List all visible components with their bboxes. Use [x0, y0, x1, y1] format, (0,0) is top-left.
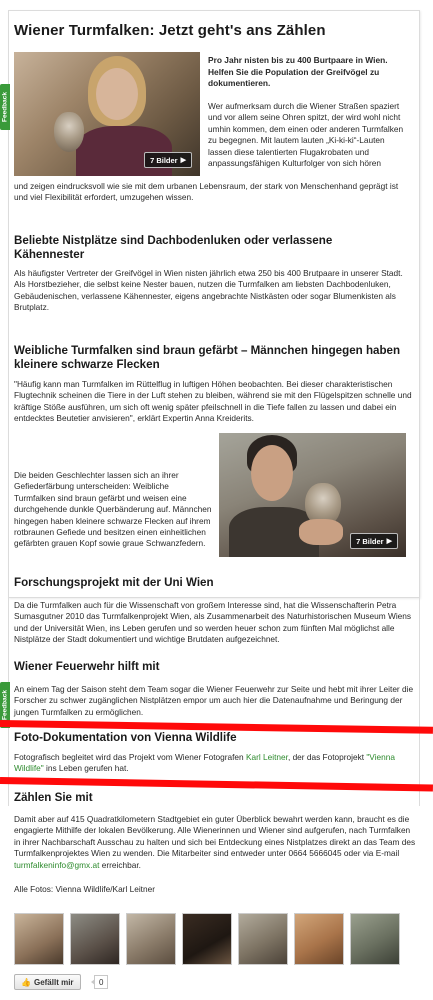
thumbnail-image[interactable] — [70, 913, 120, 965]
section-body-rüttelflug: "Häufig kann man Turmfalken im Rüttelflug in luftigen Höhen beobachten. Bei dieser charakteristischen Flugtechnik scheinen die Tiere in der Luft stehen zu bleiben, während sie mit den Flügelspitzen schnelle und kräftige Stöße ausführen, um sich oft wenig später pfeilschnell in die Tiefe fallen zu lassen und dabei ein entdecktes Beutetier anvisieren", erklärt Expertin Anna Kreiderits. — [14, 379, 412, 424]
photographer-link[interactable]: Karl Leitner — [245, 752, 288, 762]
article-photo-man-with-kestrel[interactable] — [219, 433, 406, 557]
photo-face — [96, 68, 138, 120]
body-text: erreichbar. — [99, 859, 141, 870]
email-link[interactable]: turmfalkeninfo@gmx.at — [14, 859, 100, 870]
photo-hands — [299, 519, 343, 545]
section-body-forschungsprojekt: Da die Turmfalken auch für die Wissenschaft von großem Interesse sind, hat die Wissenschafterin Petra Sumasgutner 2010 das Turmfalkenprojekt Wien, als Zusammenarbeit des Naturhistorischen Museum Wiens und der Universität Wien, ins Leben gerufen und so werden heuer schon zum fünften Mal möglichst alle Nistplätze der Stadt dokumentiert und wichtige Brutdaten aufgezeichnet. — [14, 600, 412, 645]
section-heading-nistplaetze: Beliebte Nistplätze sind Dachbodenluken oder verlassene Kähennester — [14, 234, 333, 261]
play-arrow-icon: ▶ — [386, 538, 392, 545]
section-body-nistplaetze: Als häufigster Vertreter der Greifvögel in Wien nisten jährlich etwa 250 bis 400 Brutpaare in unserer Stadt. Als Horstbezieher, die selbst keine Nester bauen, nutzen die Turmfalken am liebsten Dachbodenluken, Gebäudenischen, verlassene Kähennester, eigens angebrachte Nistkästen oder sogar Blumenkisten als Brutplatz. — [14, 268, 403, 313]
body-text: ins Leben gerufen hat. — [43, 763, 129, 774]
section-heading-gefieder: Weibliche Turmfalken sind braun gefärbt – Männchen hingegen haben kleinere schwarze Flecken — [14, 344, 401, 371]
like-count: 0 — [94, 975, 108, 989]
thumbnail-image[interactable] — [238, 913, 288, 965]
gallery-button-label: 7 Bilder — [356, 536, 384, 546]
play-arrow-icon: ▶ — [180, 157, 186, 164]
section-heading-foto-dokumentation: Foto-Dokumentation von Vienna Wildlife — [14, 731, 237, 744]
like-button-label: Gefällt mir — [33, 977, 74, 987]
feedback-tab[interactable]: Feedback — [0, 682, 10, 728]
section-body-geschlechter: Die beiden Geschlechter lassen sich an ihrer Gefiederfärbung unterscheiden: Weibliche Turmfalken sind braun gefärbt und weisen eine durchgehende dunkle Querbänderung auf. Männchen hingegen haben kleinere schwarze Flecken auf ihrem rotbraunen Gefiede und besitzen einen einheitlichen gefärbten grauen Kopf sowie graue Schwanzfedern. — [14, 470, 212, 549]
gallery-button[interactable] — [144, 152, 192, 168]
thumbs-up-icon: 👍 — [21, 977, 31, 987]
vienna-wildlife-link[interactable]: "Vienna Wildlife" — [14, 752, 395, 774]
thumbnail-image[interactable] — [294, 913, 344, 965]
intro-body-continued: und zeigen eindrucksvoll wie sie mit dem urbanen Lebensraum, der stark von Menschenhand geprägt ist und viel Flexibilität erfordert, umzugehen wissen. — [14, 181, 399, 203]
photo-credits: Alle Fotos: Vienna Wildlife/Karl Leitner — [14, 884, 155, 894]
article-photo-woman-with-kestrel[interactable] — [14, 52, 200, 176]
article-title: Wiener Turmfalken: Jetzt geht's ans Zählen — [14, 22, 326, 39]
feedback-tab[interactable]: Feedback — [0, 84, 10, 130]
gallery-button[interactable] — [350, 533, 398, 549]
body-text: , der das Fotoprojekt — [287, 752, 367, 762]
photo-face — [251, 445, 293, 501]
thumbnail-image[interactable] — [14, 913, 64, 965]
thumbnail-image[interactable] — [182, 913, 232, 965]
thumbnail-strip — [14, 913, 414, 965]
intro-lead: Pro Jahr nisten bis zu 400 Burtpaare in Wien. Helfen Sie die Population der Greifvögel zu dokumentieren. — [208, 55, 388, 89]
body-text: Damit aber auf 415 Quadratkilometern Stadtgebiet ein guter Überblick bewahrt werden kann, braucht es die engagierte Mithilfe der lokalen Bevölkerung. Alle Wienerinnen und Wiener sind aufgerufen, nach Turmfalken in ihrer Nachbarschaft Ausschau zu halten und sich bei Entdeckung eines Nistplatzes direkt an das Team des Turmfalkenprojektes Wien zu wenden. Die Mitarbeiter sind entweder unter 0664 5666045 oder via E-mail — [14, 814, 416, 859]
thumbnail-image[interactable] — [126, 913, 176, 965]
body-text: Fotografisch begleitet wird das Projekt vom Wiener Fotografen — [14, 752, 246, 762]
photo-shirt — [76, 126, 172, 176]
section-heading-forschungsprojekt: Forschungsprojekt mit der Uni Wien — [14, 576, 214, 589]
kestrel-chick-image — [54, 112, 84, 152]
intro-body: Wer aufmerksam durch die Wiener Straßen spaziert und vor allem seine Ohren spitzt, der wird wohl nicht umhin kommen, dem einen oder anderen Turmfalken zu begegnen. Mit lautem lauten „Ki-ki-ki“-Lauten lassen diese talentierten Flugakrobaten und anpassungsfähigen Kulturfolger von sich hören — [208, 101, 404, 169]
section-heading-zaehlen: Zählen Sie mit — [14, 791, 93, 804]
section-body-feuerwehr: An einem Tag der Saison steht dem Team sogar die Wiener Feuerwehr zur Seite und hebt mit ihrer Leiter die Forscher zu schwer zugänglichen Nistplätzen empor um auch hier die Datenaufnahme und Beringung der jungen Turmfalken zu ermöglichen. — [14, 684, 414, 717]
thumbnail-image[interactable] — [350, 913, 400, 965]
gallery-button-label: 7 Bilder — [150, 155, 178, 165]
section-body-zaehlen — [14, 814, 416, 871]
like-button[interactable] — [14, 974, 81, 990]
section-heading-feuerwehr: Wiener Feuerwehr hilft mit — [14, 660, 160, 673]
section-body-foto-dokumentation — [14, 752, 414, 775]
